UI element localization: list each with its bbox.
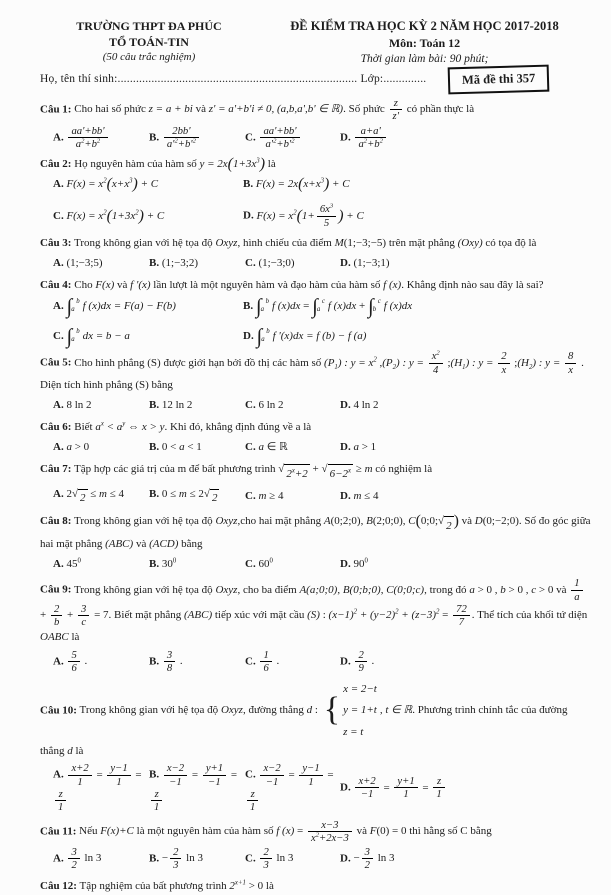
question-1: [40, 97, 591, 151]
answer-option: [53, 761, 149, 814]
question-12: [40, 877, 591, 895]
question-stem: [40, 418, 591, 437]
question-number: Câu 2:: [40, 158, 72, 171]
answer-text: $\frac{x+2}{-1}$ = $\frac{y+1}{1}$ = $\frac{z}{1}$: [353, 782, 446, 794]
answer-option: [53, 124, 149, 152]
answer-text: $\frac{3}{8}$ .: [162, 655, 183, 667]
answer-option: [245, 487, 340, 506]
answer-text: $\frac{2}{9}$ .: [353, 655, 374, 667]
answer-text: 0 ≤ m ≤ 2 √ 2: [162, 488, 220, 500]
question-number: Câu 9:: [40, 583, 72, 596]
answer-option: [340, 774, 591, 802]
exam-title: ĐỀ KIỂM TRA HỌC KỲ 2 NĂM HỌC 2017-2018: [290, 19, 559, 33]
answer-text: 4 ln 2: [353, 398, 379, 411]
class-label: Lớp:: [360, 73, 384, 86]
question-stem: [40, 460, 591, 484]
answer-label: B.: [149, 256, 160, 269]
answer-label: A.: [53, 440, 64, 453]
question-stem: [40, 819, 591, 845]
answer-label: D.: [340, 256, 351, 269]
answer-option: [340, 555, 591, 574]
question-number: Câu 7:: [40, 463, 72, 476]
answer-label: C.: [245, 440, 256, 453]
answer-label: D.: [340, 440, 351, 453]
answer-label: D.: [243, 329, 254, 342]
answer-option: [149, 555, 245, 574]
answer-label: A.: [53, 256, 64, 269]
answer-option: [149, 438, 245, 457]
exam-title-block: [268, 18, 611, 67]
answer-options: [53, 124, 591, 152]
student-name-label: Họ, tên thí sinh:: [40, 73, 118, 86]
answer-option: [149, 124, 245, 152]
question-text: Trong không gian với hệ tọa độ Oxyz, đường thẳng d : { x = 2−t y = 1+t z = t , t ∈ ℝ. Phương trình chính tắc của đường thẳng d là: [40, 682, 568, 757]
answer-label: C.: [245, 130, 256, 143]
question-stem: [40, 512, 591, 554]
answer-label: D.: [340, 557, 351, 570]
answer-option: [340, 648, 591, 676]
answer-option: [149, 485, 245, 508]
answer-label: B.: [149, 768, 160, 781]
answer-text: $\frac{aa'+bb'}{a'^2+b'^2}$: [258, 131, 301, 143]
answer-option: [245, 761, 340, 814]
school-name: TRƯỜNG THPT ĐA PHÚC: [76, 19, 222, 33]
answer-option: [245, 438, 340, 457]
answer-text: $F(x) = x^2(1+$ $\frac{6x^3}{5}$ ) + C: [256, 202, 364, 229]
answer-label: A.: [53, 768, 64, 781]
question-stem: [40, 577, 591, 647]
question-text: Nếu F(x)+C là một nguyên hàm của hàm số f (x) = $\frac{x-3}{x^2+2x-3}$ và F(0) = 0 thì hằng số C bằng: [79, 818, 492, 844]
question-text: Trong không gian với hệ tọa độ Oxyz, cho ba điểm A(a;0;0), B(0;b;0), C(0;0;c), trong đó a > 0 , b > 0 , c > 0 và $\frac{1}{a}$ + $\frac{2}{b}$ + $\frac{3}{c}$ = 7. Biết mặt phẳng (ABC) tiếp xúc với mặt cầu (S) : $(x-1)^2 + (y-2)^2 + (z-3)^2$ = $\frac{72}{7}$ . Thể tích của khối tứ diện OABC là: [40, 577, 588, 644]
answer-option: [340, 845, 591, 873]
question-stem: [40, 155, 591, 174]
answer-text: ∫ b a dx = b − a: [66, 323, 130, 348]
answer-option: [340, 254, 591, 273]
answer-option: [53, 175, 243, 194]
answer-label: C.: [245, 768, 256, 781]
answer-label: B.: [149, 130, 160, 143]
answer-text: $F(x) = x^2(1+3x^2) + C$: [66, 207, 165, 225]
answer-option: [53, 254, 149, 273]
answer-label: D.: [340, 655, 351, 668]
answer-label: C.: [245, 655, 256, 668]
question-stem: [40, 234, 591, 253]
answer-option: [340, 487, 591, 506]
answer-option: [245, 124, 340, 152]
exam-duration: Thời gian làm bài: 90 phút;: [360, 53, 489, 66]
answer-options: [53, 396, 591, 415]
answer-text: $F(x) = 2x(x+x^3) + C$: [255, 175, 350, 193]
answer-option: [243, 293, 591, 318]
answer-text: $90^0$: [353, 557, 368, 570]
answer-option: [340, 396, 591, 415]
answer-text: m ≤ 4: [353, 490, 379, 503]
answer-options: [53, 555, 591, 574]
question-text: Tập nghiệm của bất phương trình $2^{x+1} > 0$ là: [79, 878, 274, 892]
answer-text: ∫ b a f '(x)dx = f (b) − f (a): [256, 323, 367, 348]
answer-text: $\frac{2bb'}{a'^2+b'^2}$: [162, 131, 201, 143]
question-text: Biết $a^x < a^y$ ⇔ x > y. Khi đó, khẳng định đúng về a là: [74, 420, 312, 434]
answer-label: C.: [245, 490, 256, 503]
answer-text: $\frac{a+a'}{a^2+b^2}$: [353, 131, 387, 143]
answer-text: $\frac{x-2}{-1}$ = $\frac{y-1}{1}$ = $\frac{z}{1}$: [245, 769, 334, 807]
answer-options: [53, 254, 591, 273]
answer-label: A.: [53, 852, 64, 865]
answer-text: $\frac{x+2}{1}$ = $\frac{y-1}{1}$ = $\frac{z}{1}$: [53, 769, 142, 807]
answer-option: [53, 207, 243, 226]
answer-text: (1;−3;2): [161, 256, 198, 269]
answer-label: A.: [53, 130, 64, 143]
answer-text: a > 0: [66, 440, 90, 453]
answer-text: $60^0$: [258, 557, 273, 570]
answer-options: [53, 485, 591, 508]
answer-label: B.: [149, 852, 160, 865]
question-number: Câu 11:: [40, 824, 77, 837]
answer-options: [53, 175, 591, 230]
question-number: Câu 1:: [40, 103, 72, 116]
answer-label: A.: [53, 655, 64, 668]
answer-label: B.: [243, 299, 254, 312]
answer-text: $30^0$: [161, 557, 177, 570]
answer-label: D.: [340, 490, 351, 503]
answer-option: [53, 485, 149, 508]
answer-label: A.: [53, 488, 64, 501]
answer-label: C.: [53, 329, 64, 342]
answer-label: A.: [53, 177, 64, 190]
student-name-field: ..............................................................................: [117, 73, 358, 86]
answer-label: C.: [245, 256, 256, 269]
answer-text: ∫ b a f (x)dx = ∫ c a f (x)dx + ∫ c b f (x)dx: [255, 293, 413, 318]
answer-label: B.: [149, 398, 160, 411]
answer-label: C.: [245, 557, 256, 570]
answer-option: [53, 396, 149, 415]
question-number: Câu 8:: [40, 514, 72, 527]
answer-text: 2 √ 2 ≤ m ≤ 4: [66, 488, 124, 500]
question-stem: [40, 276, 591, 295]
question-11: [40, 819, 591, 873]
answer-text: $\frac{2}{3}$ ln 3: [258, 852, 293, 864]
answer-option: [53, 323, 243, 348]
answer-option: [53, 555, 149, 574]
answer-text: − $\frac{3}{2}$ ln 3: [353, 846, 395, 872]
answer-options: [53, 438, 591, 457]
answer-text: (1;−3;1): [353, 256, 390, 269]
question-stem: [40, 877, 591, 895]
answer-text: 12 ln 2: [161, 398, 193, 411]
answer-label: A.: [53, 398, 64, 411]
answer-options: [53, 648, 591, 676]
answer-label: A.: [53, 299, 64, 312]
answer-option: [53, 845, 149, 873]
answer-text: (1;−3;5): [66, 256, 103, 269]
answer-text: a ∈ ℝ: [258, 440, 288, 453]
answer-option: [53, 648, 149, 676]
answer-options: [53, 845, 591, 873]
question-number: Câu 6:: [40, 421, 72, 434]
answer-option: [245, 396, 340, 415]
question-text: Cho hai số phức z = a + bi và z' = a'+b'i ≠ 0, (a,b,a',b' ∈ ℝ). Số phức $\frac{z}{z'}$ có phần thực là: [74, 97, 475, 123]
answer-label: B.: [149, 557, 160, 570]
question-10: [40, 680, 591, 815]
class-field: ..............: [383, 73, 427, 86]
answer-option: [149, 845, 245, 873]
question-3: [40, 234, 591, 272]
question-8: [40, 512, 591, 574]
answer-option: [149, 648, 245, 676]
answer-option: [245, 648, 340, 676]
answer-text: − $\frac{2}{3}$ ln 3: [161, 846, 203, 872]
exam-subject: Môn: Toán 12: [388, 35, 461, 50]
answer-option: [53, 293, 243, 318]
answer-text: $\frac{1}{6}$ .: [258, 655, 279, 667]
answer-option: [245, 845, 340, 873]
answer-option: [149, 761, 245, 814]
answer-label: D.: [243, 209, 254, 222]
answer-text: $F(x) = x^2(x+x^3) + C$: [66, 175, 159, 193]
answer-label: D.: [340, 130, 351, 143]
question-text: Trong không gian với hệ tọa độ Oxyz,cho hai mặt phẳng A(0;2;0), B(2;0;0), C(0;0; √ 2 ) và D(0;−2;0). Số đo góc giữa hai mặt phẳng (ABC) và (ACD) bằng: [40, 512, 591, 551]
answer-text: $45^0$: [66, 557, 81, 570]
answer-label: B.: [243, 177, 254, 190]
answer-label: D.: [340, 852, 351, 865]
question-stem-line2: Diện tích hình phẳng (S) bằng: [40, 378, 173, 391]
question-number: Câu 10:: [40, 704, 77, 717]
answer-text: 6 ln 2: [258, 398, 284, 411]
answer-label: B.: [149, 655, 160, 668]
answer-option: [340, 438, 591, 457]
department-name: TỔ TOÁN-TIN: [109, 35, 189, 50]
answer-label: B.: [149, 488, 160, 501]
answer-text: 8 ln 2: [66, 398, 92, 411]
answer-label: C.: [53, 209, 64, 222]
answer-option: [245, 254, 340, 273]
question-9: [40, 577, 591, 675]
question-text: Tập hợp các giá trị của m để bất phương trình √ $2^x+2$ + √ $6-2^x$ ≥ m có nghiệm là: [74, 463, 432, 475]
question-stem: [40, 350, 591, 376]
answer-option: [149, 396, 245, 415]
question-stem: [40, 97, 591, 123]
question-count-note: (50 câu trắc nghiệm): [102, 51, 196, 64]
school-block: [0, 18, 268, 67]
question-4: [40, 276, 591, 346]
question-number: Câu 4:: [40, 279, 72, 292]
answer-options: [53, 293, 591, 348]
question-text: Cho F(x) và f '(x) lần lượt là một nguyên hàm và đạo hàm của hàm số f (x). Khẳng định nào sau đây là sai?: [74, 279, 544, 292]
answer-option: [243, 323, 591, 348]
answer-option: [243, 175, 591, 194]
question-6: [40, 418, 591, 456]
answer-options: [53, 761, 591, 814]
question-stem: [40, 680, 591, 761]
exam-header: [0, 18, 611, 67]
question-number: Câu 5:: [40, 356, 72, 369]
answer-text: (1;−3;0): [258, 256, 295, 269]
answer-text: $\frac{aa'+bb'}{a^2+b^2}$: [66, 131, 109, 143]
question-text: Họ nguyên hàm của hàm số $y = 2x(1+3x^3)$ là: [74, 155, 276, 173]
question-number: Câu 3:: [40, 236, 72, 249]
answer-option: [245, 555, 340, 574]
answer-label: C.: [245, 398, 256, 411]
exam-code-box: Mã đề thi 357: [447, 65, 549, 95]
question-7: [40, 460, 591, 507]
answer-text: m ≥ 4: [258, 490, 284, 503]
answer-option: [149, 254, 245, 273]
answer-option: [243, 202, 591, 230]
answer-label: D.: [340, 398, 351, 411]
question-list: [40, 97, 591, 895]
answer-text: $\frac{3}{2}$ ln 3: [66, 852, 101, 864]
answer-text: $\frac{5}{6}$ .: [66, 655, 87, 667]
question-number: Câu 12:: [40, 879, 77, 892]
question-2: [40, 155, 591, 230]
answer-label: A.: [53, 557, 64, 570]
answer-text: 0 < a < 1: [161, 440, 202, 453]
answer-text: $\frac{x-2}{-1}$ = $\frac{y+1}{-1}$ = $\frac{z}{1}$: [149, 769, 237, 807]
answer-option: [340, 124, 591, 152]
question-text: Cho hình phẳng (S) được giới hạn bởi đồ thị các hàm số $(P_1)$ : $y = x^2$ $,(P_2)$ : y = $\frac{x^2}{4}$ $;(H_1)$ : y = $\frac{2}{x}$ $;(H_2)$ : y = $\frac{8}{x}$ .: [74, 349, 584, 376]
question-text: Trong không gian với hệ tọa độ Oxyz, hình chiếu của điểm M(1;−3;−5) trên mặt phẳng (Oxy) có tọa độ là: [74, 236, 537, 249]
question-5: [40, 350, 591, 414]
answer-option: [53, 438, 149, 457]
answer-text: a > 1: [353, 440, 377, 453]
answer-text: ∫ b a f (x)dx = F(a) − F(b): [66, 293, 176, 318]
answer-label: C.: [245, 852, 256, 865]
answer-label: D.: [340, 781, 351, 794]
answer-label: B.: [149, 440, 160, 453]
